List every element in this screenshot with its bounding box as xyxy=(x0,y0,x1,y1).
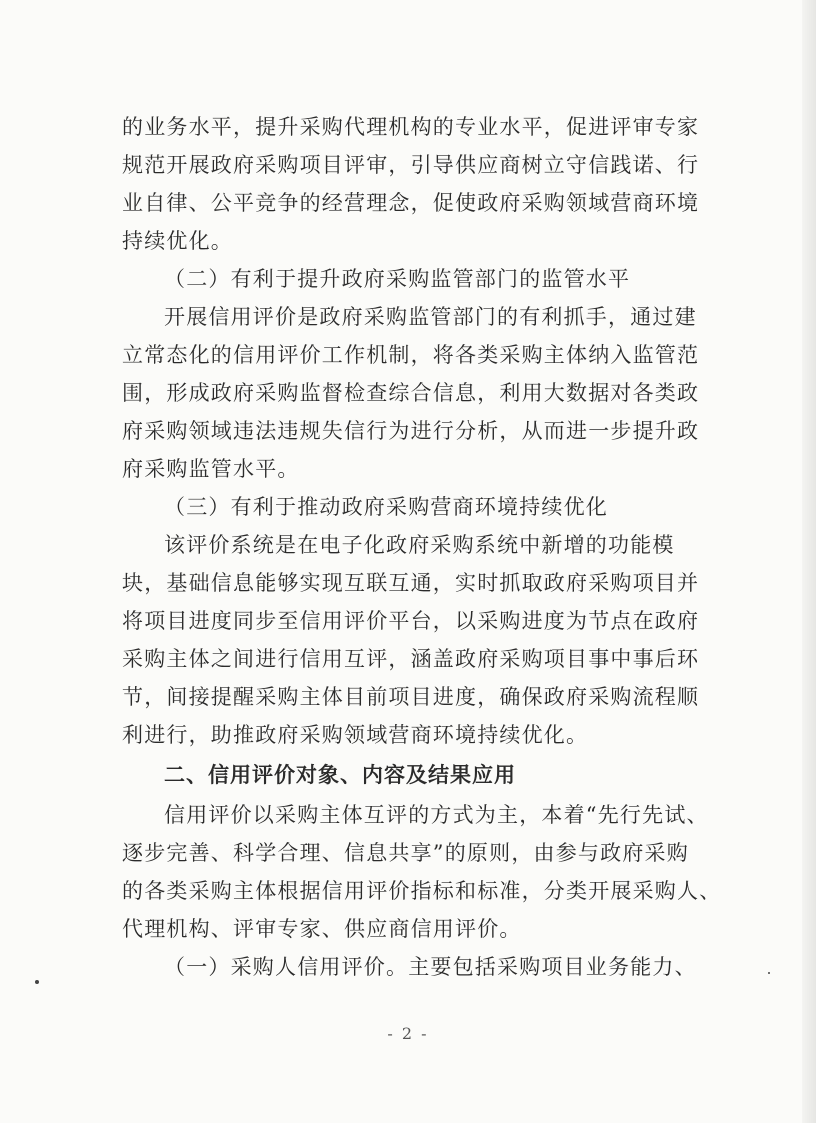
body-line-7: 立常态化的信用评价工作机制，将各类采购主体纳入监管范 xyxy=(122,343,700,367)
body-line-16: 节，间接提醒采购主体目前项目进度，确保政府采购流程顺 xyxy=(122,685,700,709)
body-line-12: 该评价系统是在电子化政府采购系统中新增的功能模 xyxy=(164,533,675,557)
body-line-22: 代理机构、评审专家、供应商信用评价。 xyxy=(122,917,522,941)
page-number: - 2 - xyxy=(387,1024,429,1043)
body-line-13: 块，基础信息能够实现互联互通，实时抓取政府采购项目并 xyxy=(122,571,700,595)
body-line-10: 府采购监管水平。 xyxy=(122,457,300,481)
scan-speck xyxy=(35,980,39,984)
chapter-heading: 二、信用评价对象、内容及结果应用 xyxy=(164,763,516,787)
scan-speck xyxy=(768,972,770,974)
body-line-21: 的各类采购主体根据信用评价指标和标准，分类开展采购人、 xyxy=(122,879,722,903)
body-line-2: 规范开展政府采购项目评审，引导供应商树立守信践诺、行 xyxy=(122,153,700,177)
body-line-23: （一）采购人信用评价。主要包括采购项目业务能力、 xyxy=(164,955,697,979)
body-line-19: 信用评价以采购主体互评的方式为主，本着“先行先试、 xyxy=(164,803,709,827)
body-line-6: 开展信用评价是政府采购监管部门的有利抓手，通过建 xyxy=(164,305,697,329)
scan-edge xyxy=(802,0,816,1123)
body-line-17: 利进行，助推政府采购领域营商环境持续优化。 xyxy=(122,723,589,747)
body-line-9: 府采购领域违法违规失信行为进行分析，从而进一步提升政 xyxy=(122,419,700,443)
body-line-20: 逐步完善、科学合理、信息共享”的原则，由参与政府采购 xyxy=(122,841,689,865)
section-heading-3: （三）有利于推动政府采购营商环境持续优化 xyxy=(164,495,608,519)
body-line-8: 围，形成政府采购监督检查综合信息，利用大数据对各类政 xyxy=(122,381,700,405)
body-line-4: 持续优化。 xyxy=(122,229,233,253)
section-heading-2: （二）有利于提升政府采购监管部门的监管水平 xyxy=(164,267,631,291)
body-line-3: 业自律、公平竞争的经营理念，促使政府采购领域营商环境 xyxy=(122,191,700,215)
body-line-15: 采购主体之间进行信用互评，涵盖政府采购项目事中事后环 xyxy=(122,647,700,671)
body-line-14: 将项目进度同步至信用评价平台，以采购进度为节点在政府 xyxy=(122,609,700,633)
body-line-1: 的业务水平，提升采购代理机构的专业水平，促进评审专家 xyxy=(122,115,700,139)
